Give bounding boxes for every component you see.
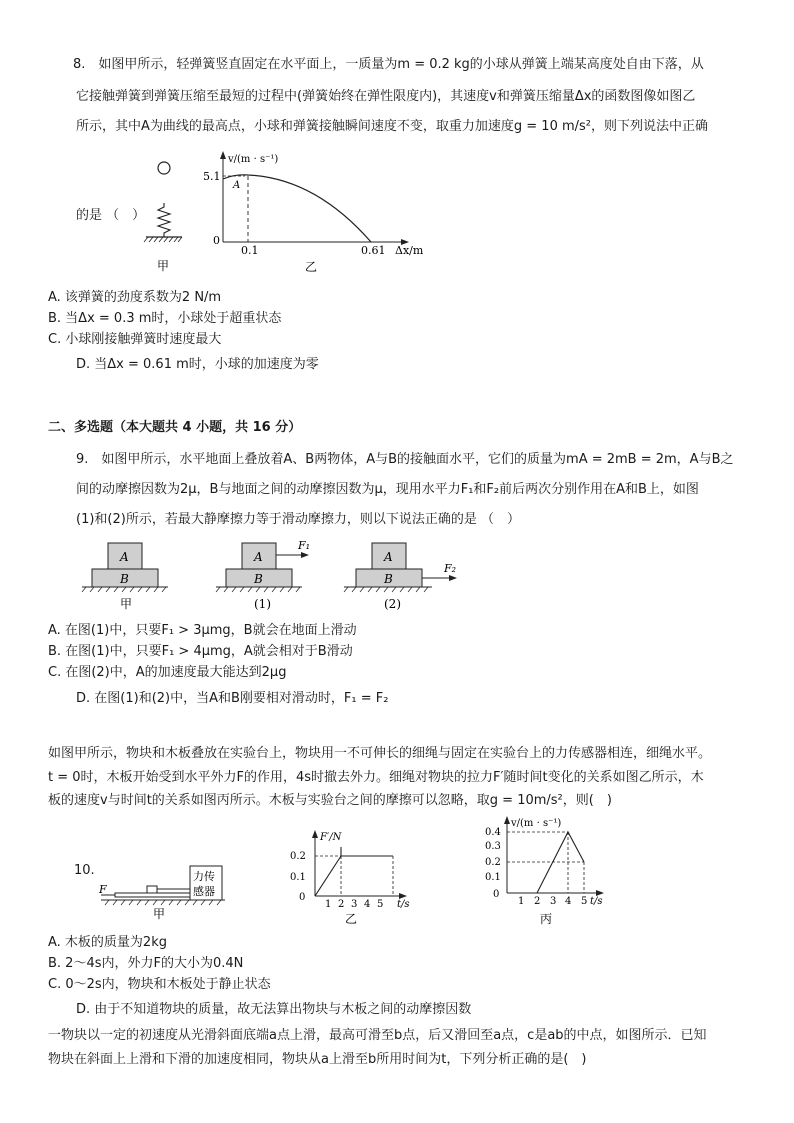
q8-line-3: 所示，其中A为曲线的最高点，小球和弹簧接触瞬间速度不变，取重力加速度g = 10 m/s²，则下列说法中正确 bbox=[76, 119, 709, 134]
q10-bing-x-tick-1: 1 bbox=[518, 896, 525, 907]
q8-line-4: 的是 （ ） bbox=[76, 208, 146, 223]
q10-line-2: t = 0时，木板开始受到水平外力F的作用，4s时撤去外力。细绳对物块的拉力F′随时间t变化的关系如图乙所示，木 bbox=[48, 770, 704, 785]
q8-graph-x-label: Δx/m bbox=[395, 244, 424, 257]
q10-option-a: A. 木板的质量为2kg bbox=[48, 935, 167, 950]
q8-graph-curve bbox=[223, 175, 371, 242]
q8-option-a: A. 该弹簧的劲度系数为2 N/m bbox=[48, 290, 222, 305]
q10-sensor-label-1: 力传 bbox=[193, 870, 215, 883]
q10-caption-yi: 乙 bbox=[345, 912, 358, 926]
q9-jia-block-A: A bbox=[120, 550, 129, 564]
q10-option-b: B. 2～4s内，外力F的大小为0.4N bbox=[48, 956, 244, 971]
q9-force-F1: F₁ bbox=[298, 539, 311, 552]
q9-caption-1: (1) bbox=[254, 597, 271, 611]
q10-yi-y-label: F′/N bbox=[320, 832, 342, 843]
q9-force-F2: F₂ bbox=[444, 562, 457, 575]
q10-option-d: D. 由于不知道物块的质量，故无法算出物块与木板之间的动摩擦因数 bbox=[76, 1002, 472, 1017]
q9-caption-jia: 甲 bbox=[120, 597, 133, 611]
q8-line-1: 8. 如图甲所示，轻弹簧竖直固定在水平面上，一质量为m = 0.2 kg的小球从弹簧上端某高度处自由下落，从 bbox=[73, 57, 704, 72]
q10-bing-x-tick-3: 3 bbox=[550, 896, 557, 907]
q8-figure-spring bbox=[140, 155, 200, 275]
q8-fig-yi-caption: 乙 bbox=[305, 260, 318, 274]
q10-yi-x-tick-5: 5 bbox=[377, 899, 384, 910]
q9-option-b: B. 在图(1)中，只要F₁ > 4μmg，A就会相对于B滑动 bbox=[48, 644, 353, 659]
q9-option-c: C. 在图(2)中，A的加速度最大能达到2μg bbox=[48, 665, 287, 680]
q8-graph-v-dx bbox=[195, 148, 455, 278]
q11-line-1: 一物块以一定的初速度从光滑斜面底端a点上滑，最高可滑至b点，后又滑回至a点，c是ab的中点，如图所示．已知 bbox=[48, 1028, 707, 1043]
q8-fig-jia-caption: 甲 bbox=[157, 259, 170, 273]
q9-option-a: A. 在图(1)中，只要F₁ > 3μmg，B就会在地面上滑动 bbox=[48, 623, 357, 638]
q8-graph-point-A: A bbox=[233, 180, 241, 191]
q8-option-d: D. 当Δx = 0.61 m时，小球的加速度为零 bbox=[76, 357, 319, 372]
q10-sensor-label-2: 感器 bbox=[193, 885, 215, 898]
q10-yi-x-tick-4: 4 bbox=[364, 899, 371, 910]
q8-graph-x-tick-2: 0.61 bbox=[361, 244, 386, 257]
q8-option-c: C. 小球刚接触弹簧时速度最大 bbox=[48, 332, 222, 347]
q10-figure-setup bbox=[95, 860, 235, 924]
q9-line-1: 9. 如图甲所示，水平地面上叠放着A、B两物体，A与B的接触面水平，它们的质量为mA = 2mB = 2m，A与B之 bbox=[76, 452, 734, 467]
q8-graph-origin: 0 bbox=[213, 234, 220, 247]
q9-caption-2: (2) bbox=[384, 597, 401, 611]
q8-graph-y-tick: 5.1 bbox=[203, 170, 221, 183]
q8-line-2: 它接触弹簧到弹簧压缩至最短的过程中(弹簧始终在弹性限度内)，其速度v和弹簧压缩量Δx的函数图像如图乙 bbox=[76, 89, 696, 104]
q10-graph-force-time bbox=[283, 827, 433, 927]
q10-yi-x-tick-1: 1 bbox=[325, 899, 332, 910]
q10-bing-x-tick-2: 2 bbox=[534, 896, 541, 907]
q10-bing-x-tick-5: 5 bbox=[581, 896, 588, 907]
q10-line-1: 如图甲所示，物块和木板叠放在实验台上，物块用一不可伸长的细绳与固定在实验台上的力传感器相连，细绳水平。 bbox=[48, 746, 712, 761]
q10-bing-x-tick-4: 4 bbox=[565, 896, 572, 907]
q10-bing-y-tick-0.1: 0.1 bbox=[485, 872, 501, 883]
q11-line-2: 物块在斜面上上滑和下滑的加速度相同，物块从a上滑至b所用时间为t，下列分析正确的是( ) bbox=[48, 1052, 587, 1067]
q10-option-c: C. 0～2s内，物块和木板处于静止状态 bbox=[48, 977, 271, 992]
spring-icon bbox=[158, 203, 170, 237]
q10-yi-y-tick-0.2: 0.2 bbox=[290, 851, 306, 862]
q10-yi-x-tick-2: 2 bbox=[338, 899, 345, 910]
ball-icon bbox=[158, 162, 170, 174]
q10-caption-bing: 丙 bbox=[540, 912, 553, 926]
q10-yi-rise bbox=[315, 856, 341, 896]
q10-yi-origin: 0 bbox=[299, 892, 306, 903]
q10-bing-y-tick-0.4: 0.4 bbox=[485, 827, 501, 838]
q10-bing-origin: 0 bbox=[493, 889, 500, 900]
q9-fig1-block-B: B bbox=[254, 572, 263, 586]
q9-jia-block-B: B bbox=[120, 572, 129, 586]
q10-yi-x-tick-3: 3 bbox=[351, 899, 358, 910]
q10-bing-curve bbox=[537, 832, 584, 893]
q10-yi-x-label: t/s bbox=[397, 899, 410, 910]
q10-force-F: F bbox=[99, 883, 107, 896]
q9-line-2: 间的动摩擦因数为2μ，B与地面之间的动摩擦因数为μ，现用水平力F₁和F₂前后两次分别作用在A和B上，如图 bbox=[76, 482, 699, 497]
q8-graph-y-label: v/(m · s⁻¹) bbox=[228, 154, 279, 165]
q10-number: 10. bbox=[74, 863, 95, 878]
q9-fig2-block-B: B bbox=[384, 572, 393, 586]
q10-line-3: 板的速度v与时间t的关系如图丙所示。木板与实验台之间的摩擦可以忽略，取g = 10m/s²，则( ) bbox=[48, 793, 612, 808]
q9-option-d: D. 在图(1)和(2)中，当A和B刚要相对滑动时，F₁ = F₂ bbox=[76, 691, 389, 706]
q9-fig2-block-A: A bbox=[384, 550, 393, 564]
q8-option-b: B. 当Δx = 0.3 m时，小球处于超重状态 bbox=[48, 311, 282, 326]
q10-graph-velocity-time bbox=[480, 813, 630, 928]
q9-figure-blocks bbox=[80, 538, 480, 618]
q9-line-3: (1)和(2)所示，若最大静摩擦力等于滑动摩擦力，则以下说法正确的是 （ ） bbox=[76, 512, 520, 527]
section-title-multi-choice: 二、多选题（本大题共 4 小题，共 16 分） bbox=[48, 420, 302, 435]
q10-yi-y-tick-0.1: 0.1 bbox=[290, 872, 306, 883]
q9-fig1-block-A: A bbox=[254, 550, 263, 564]
q10-bing-y-tick-0.2: 0.2 bbox=[485, 857, 501, 868]
q10-bing-x-label: t/s bbox=[590, 896, 603, 907]
q8-graph-x-tick-1: 0.1 bbox=[241, 244, 259, 257]
q10-bing-y-tick-0.3: 0.3 bbox=[485, 841, 501, 852]
q10-bing-y-label: v/(m · s⁻¹) bbox=[511, 818, 562, 829]
q10-caption-jia: 甲 bbox=[153, 907, 166, 921]
